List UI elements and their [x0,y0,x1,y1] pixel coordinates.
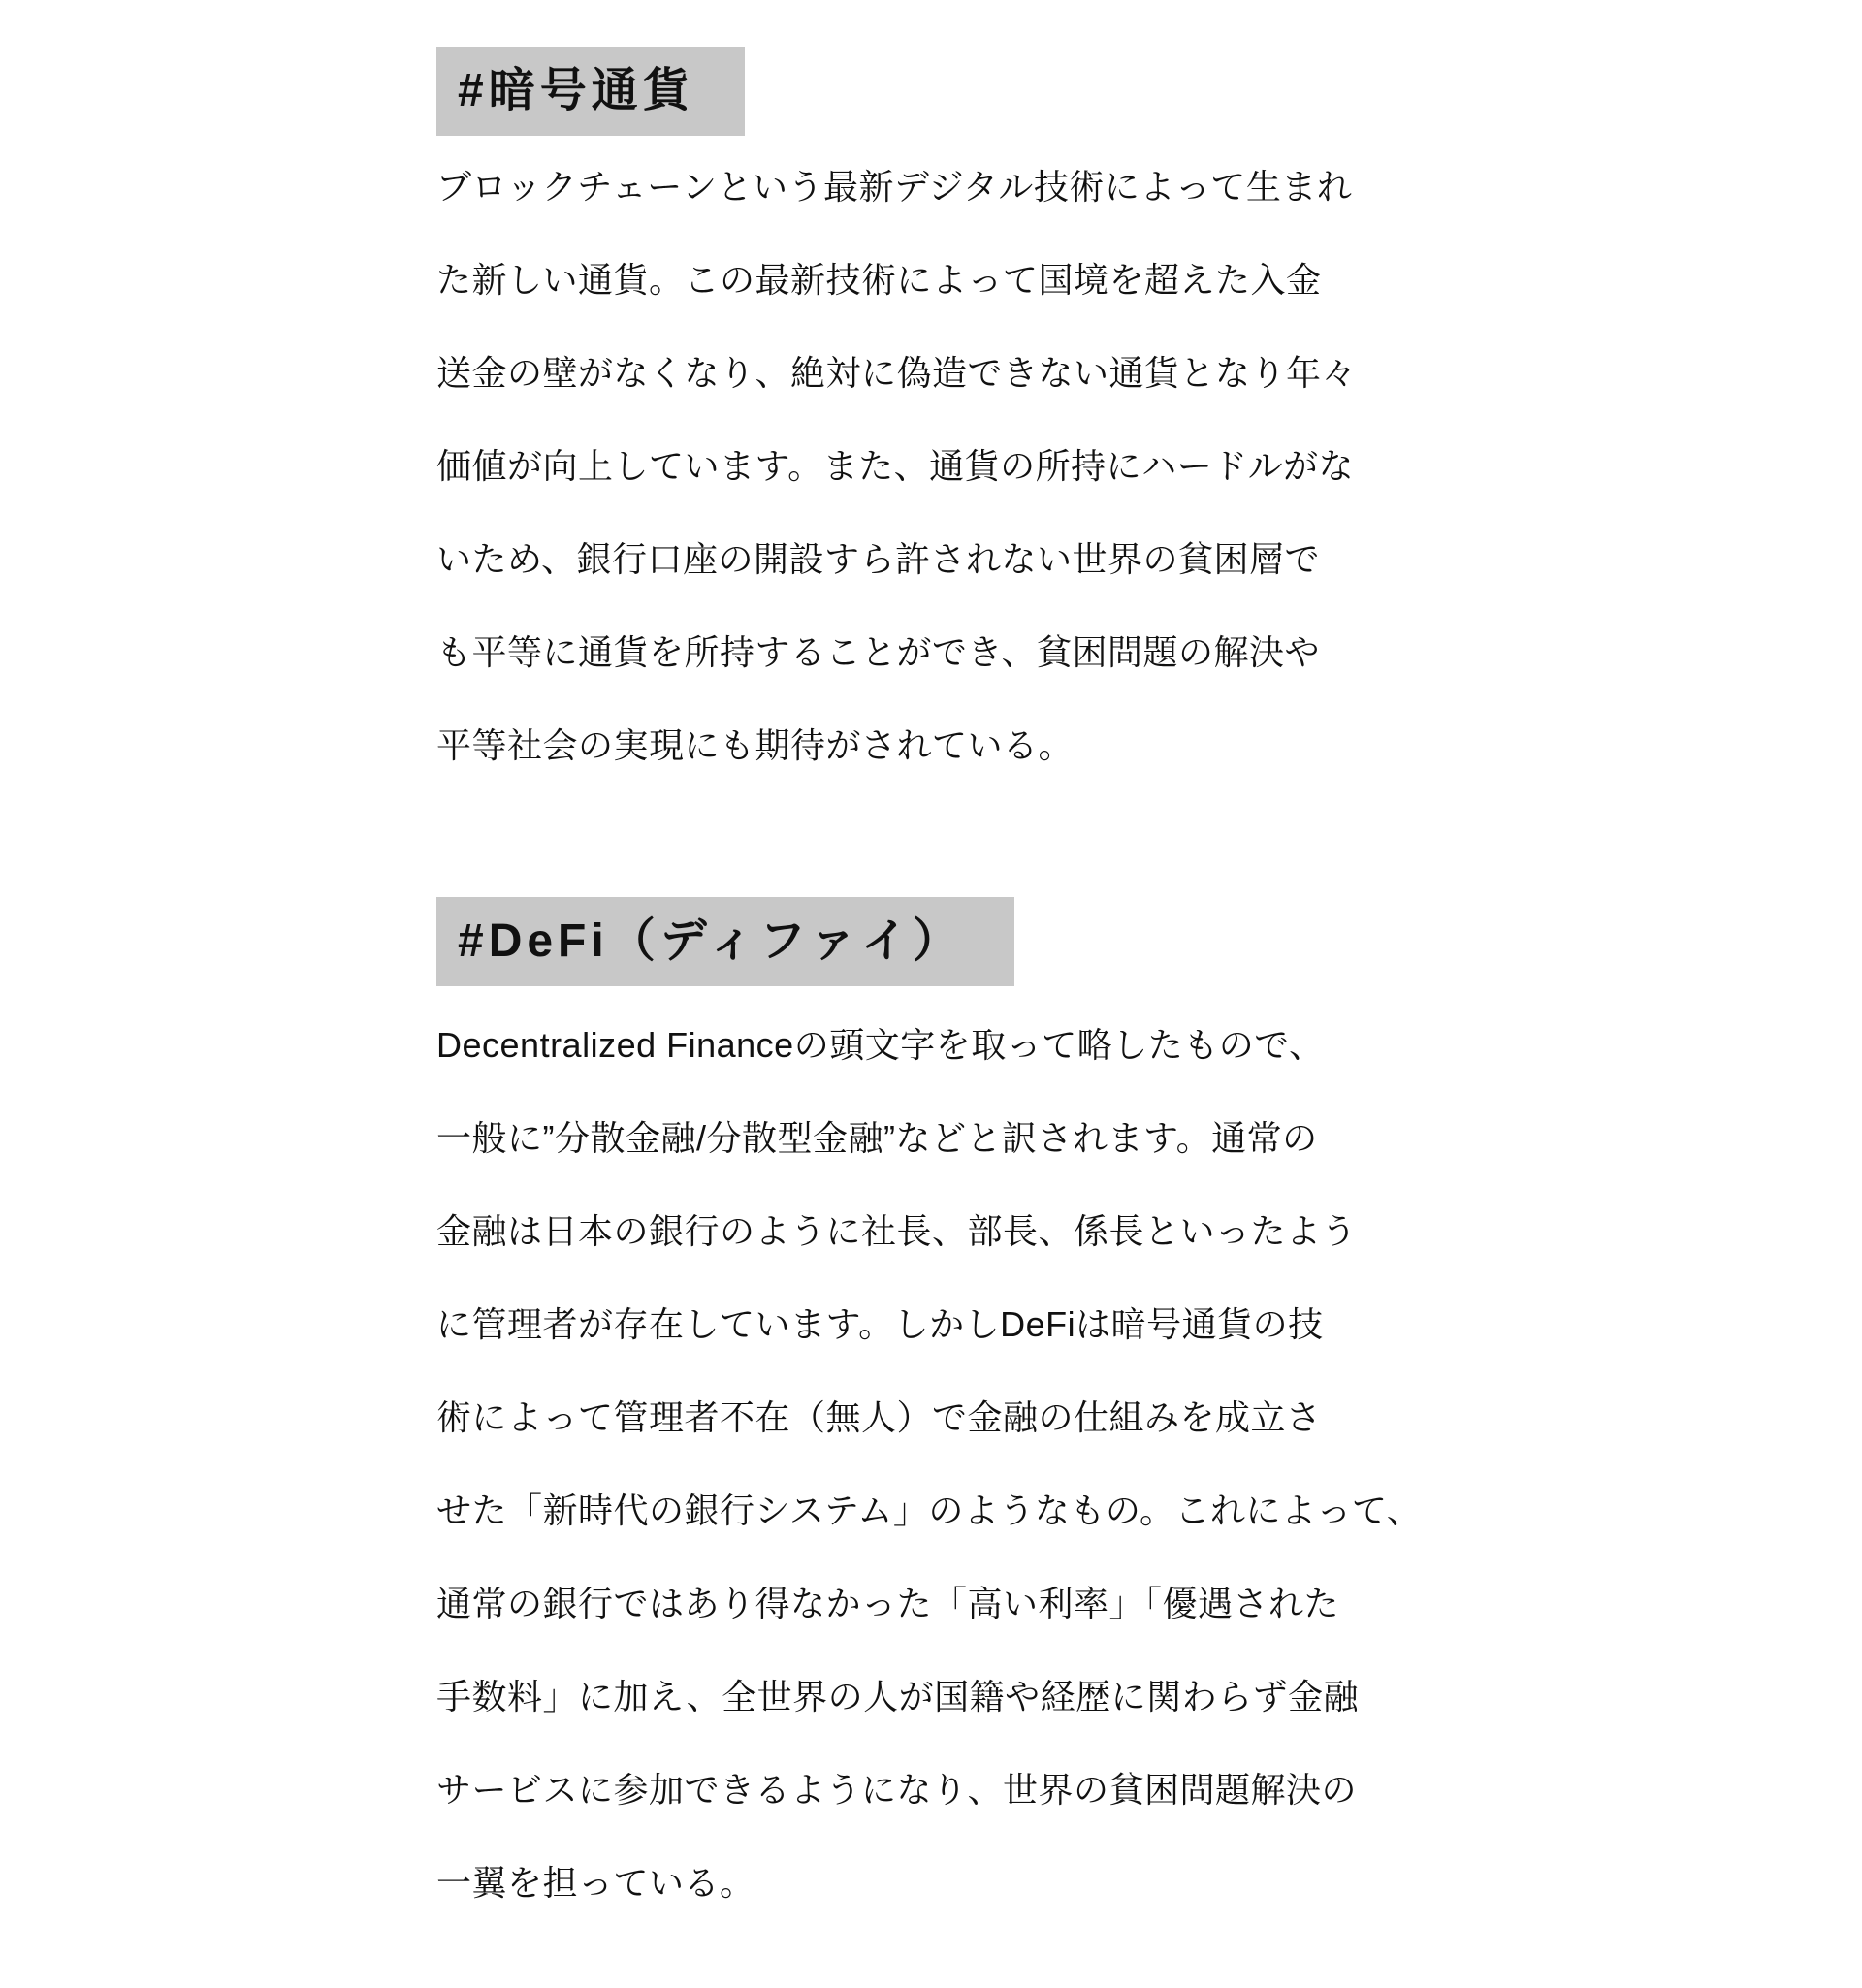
article-content [436,47,1503,1930]
paragraph-line: に管理者が存在しています。しかしDeFiは暗号通貨の技 [436,1304,1324,1344]
paragraph-line: いため、銀行口座の開設すら許されない世界の貧困層で [436,539,1321,579]
paragraph-line: 価値が向上しています。また、通貨の所持にハードルがな [436,446,1355,486]
paragraph-line: 平等社会の実現にも期待がされている。 [436,725,1075,765]
paragraph-defi [436,999,1503,1930]
paragraph-crypto [436,141,1503,792]
section-defi [436,897,1503,986]
section-crypto [436,47,1503,136]
paragraph-line: 一翼を担っている。 [436,1863,755,1903]
paragraph-line: 術によって管理者不在（無人）で金融の仕組みを成立さ [436,1397,1322,1437]
paragraph-line: せた「新時代の銀行システム」のようなもの。これによって、 [436,1491,1423,1530]
hashtag-heading-defi: #DeFi（ディファイ） [436,897,1014,986]
paragraph-line: も平等に通貨を所持することができ、貧困問題の解決や [436,632,1321,672]
paragraph-line: 一般に”分散金融/分散型金融”などと訳されます。通常の [436,1118,1318,1158]
paragraph-line: ブロックチェーンという最新デジタル技術によって生まれ [436,167,1353,207]
paragraph-line: 手数料」に加え、全世界の人が国籍や経歴に関わらず金融 [436,1677,1360,1716]
paragraph-line: た新しい通貨。この最新技術によって国境を超えた入金 [436,260,1322,300]
paragraph-line: サービスに参加できるようになり、世界の貧困問題解決の [436,1770,1358,1810]
paragraph-line: Decentralized Financeの頭文字を取って略したもので、 [436,1025,1325,1065]
paragraph-line: 送金の壁がなくなり、絶対に偽造できない通貨となり年々 [436,353,1358,393]
hashtag-heading-crypto: #暗号通貨 [436,47,745,136]
paragraph-line: 金融は日本の銀行のように社長、部長、係長といったよう [436,1211,1358,1251]
paragraph-line: 通常の銀行ではあり得なかった「高い利率」「優遇された [436,1584,1340,1623]
